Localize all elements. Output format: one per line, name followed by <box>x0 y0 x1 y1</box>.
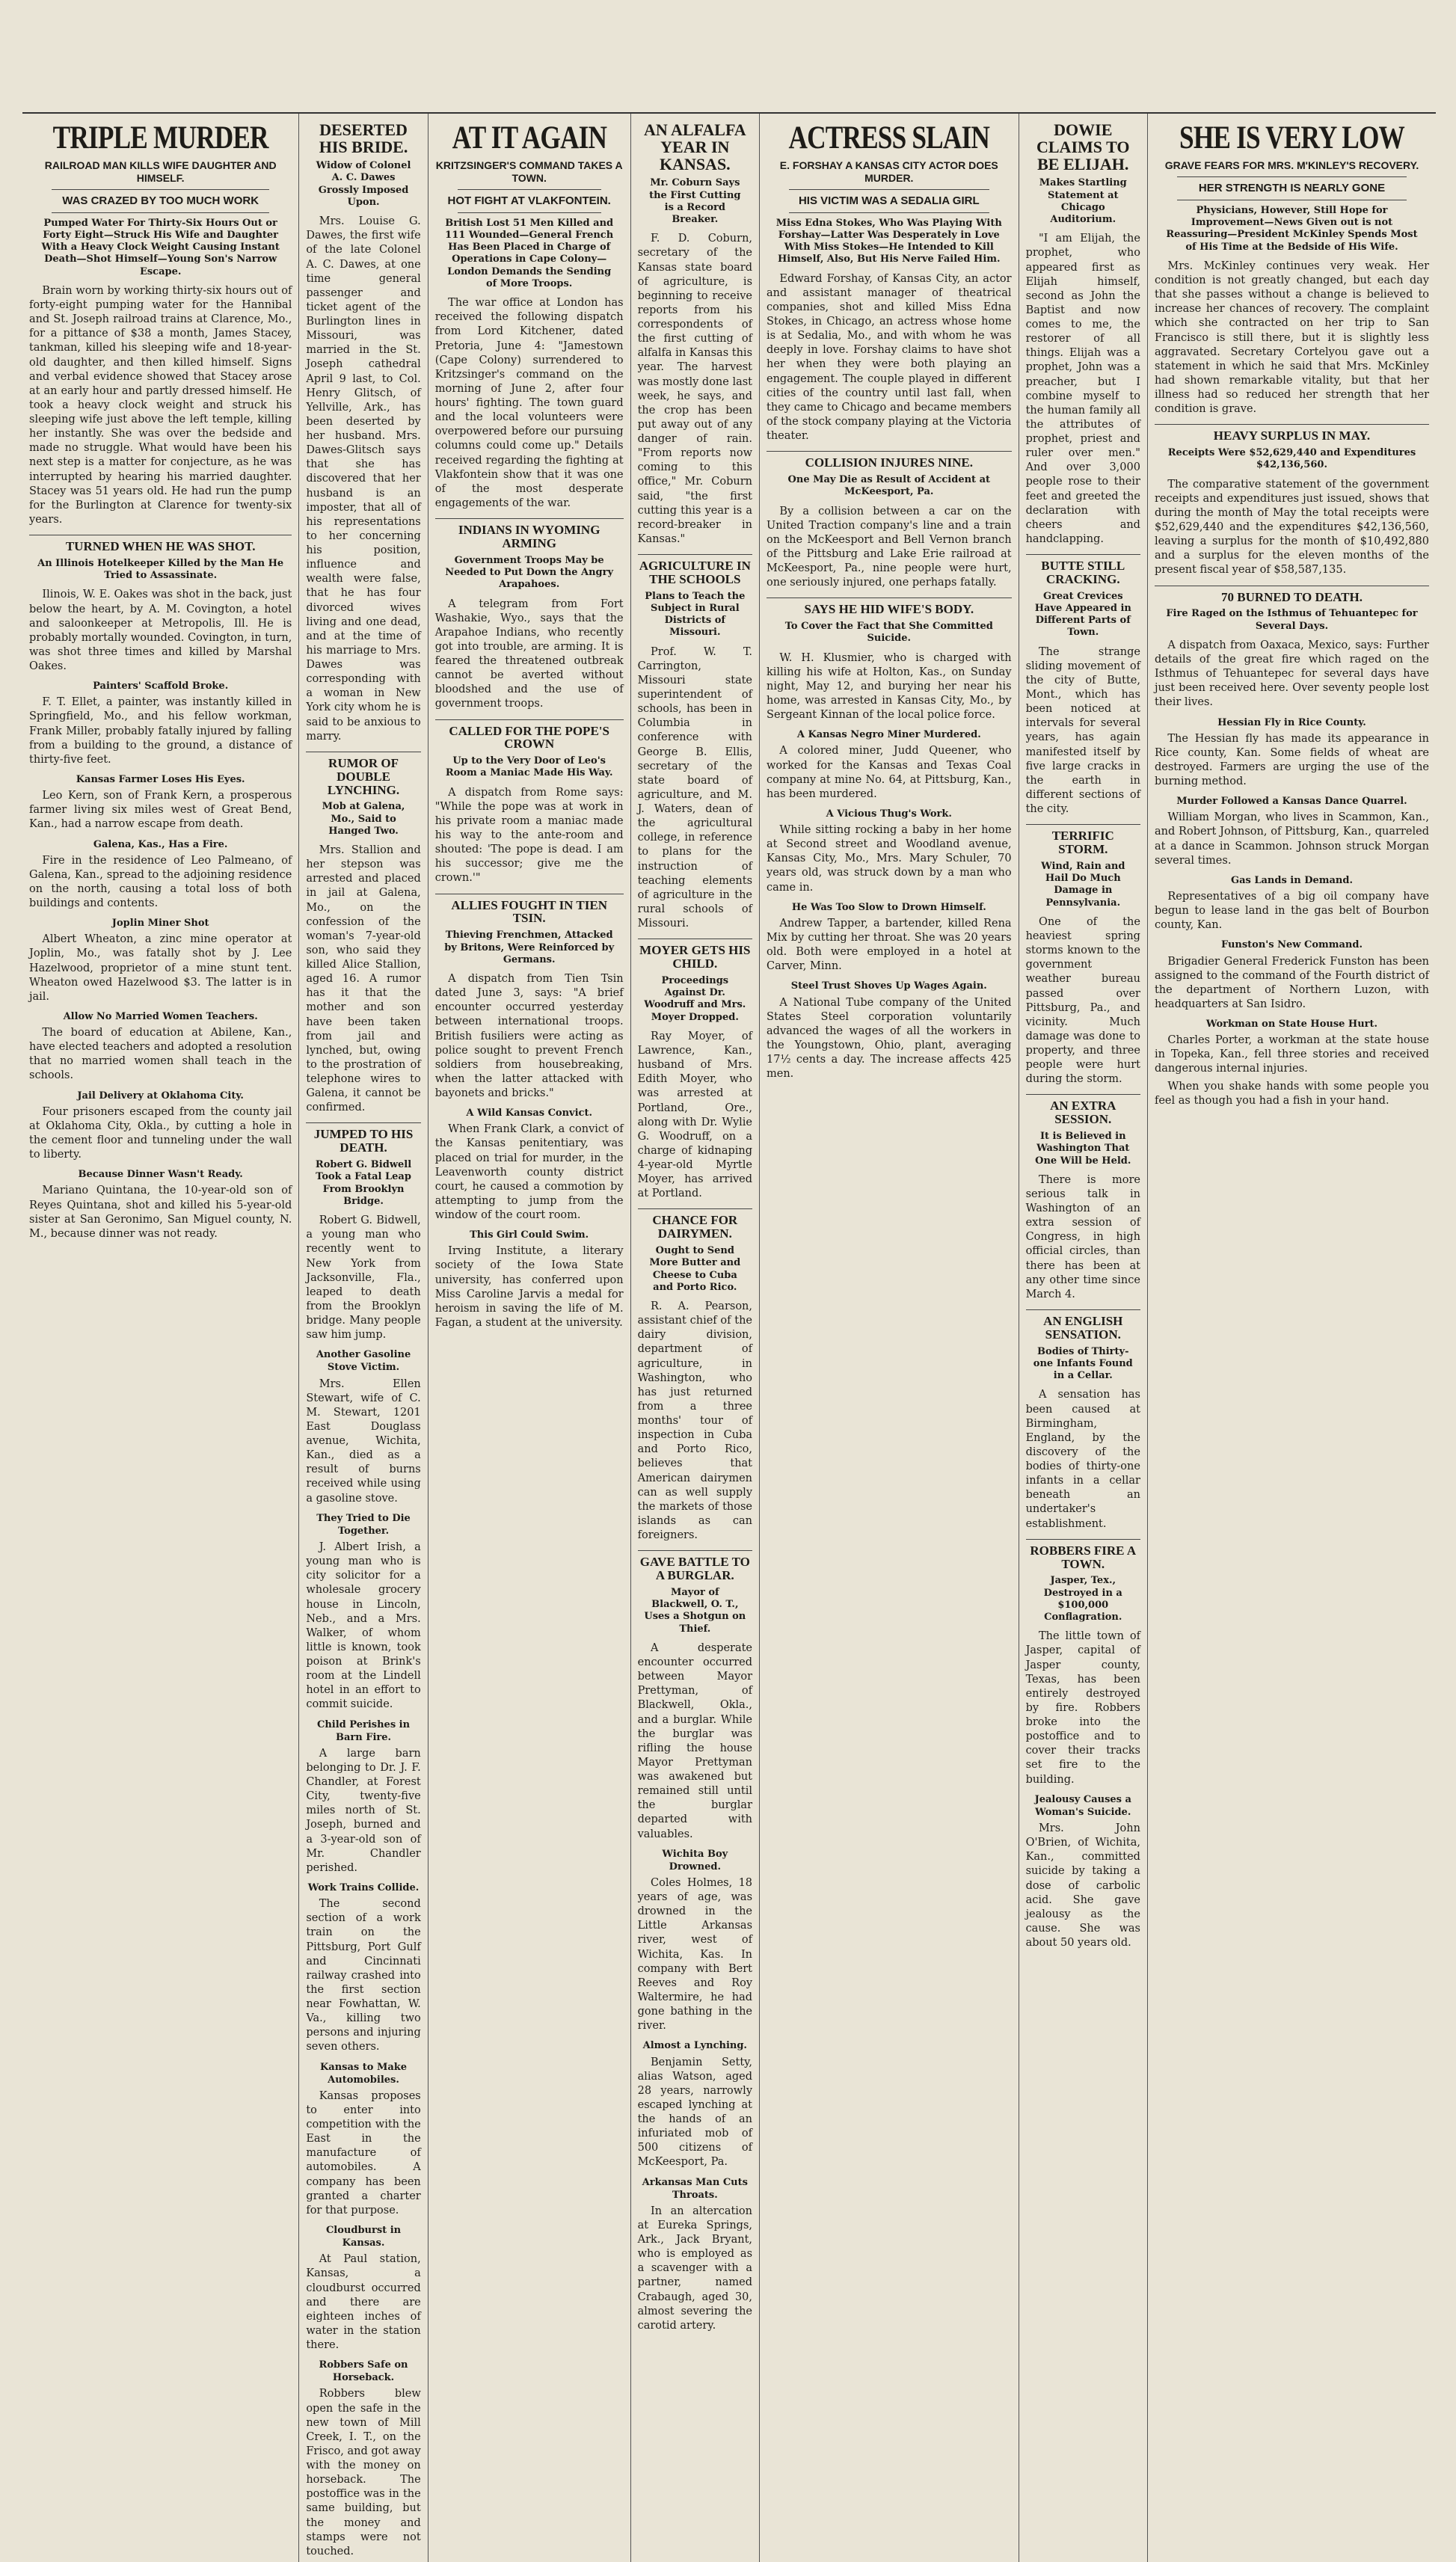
article <box>638 554 752 931</box>
article-body: Mrs. Ellen Stewart, wife of C. M. Stewart, 1201 East Douglass avenue, Wichita, Kan., died as a result of burns received while using a gasoline stove. <box>306 1377 421 1505</box>
deck-secondary: HIS VICTIM WAS A SEDALIA GIRL <box>798 194 980 207</box>
deck: KRITZSINGER'S COMMAND TAKES A TOWN. <box>435 159 623 184</box>
article-body: By a collision between a car on the United Traction company's line and a train on the McKeesport and Bell Vernon branch of the Pittsburg and Lake Erie railroad at McKeesport, Pa., nine people were hurt, one seriously injured, one perhaps fatally. <box>767 505 1012 589</box>
article <box>29 121 292 527</box>
article <box>767 901 1012 974</box>
article-body: Ray Moyer, of Lawrence, Kan., husband of Mrs. Edith Moyer, who was arrested at Portland, Ore., along with Dr. Wylie G. Woodruff, on a charge of kidnaping 4-year-old Myrtle Moyer, has arrived at Portland. <box>637 1030 753 1200</box>
article <box>1155 716 1429 790</box>
subdeck: Pumped Water For Thirty-Six Hours Out or Forty Eight—Struck His Wife and Daughter With a Heavy Clock Weight Causing Instant Death—Shot Himself—Young Son's Narrow Escape. <box>41 217 280 277</box>
article <box>1155 1018 1429 1077</box>
article-body: When Frank Clark, a convict of the Kansas penitentiary, was placed on trial for murder, in the Leavenworth county district court, he caused a commotion by attempting to jump from the window of the court room. <box>434 1123 624 1222</box>
headline: TERRIFIC STORM. <box>1026 824 1140 856</box>
stub-heading: Allow No Married Women Teachers. <box>63 1010 258 1022</box>
subdeck: Great Crevices Have Appeared in Different Parts of Town. <box>1034 590 1131 639</box>
divider <box>52 189 269 190</box>
article <box>638 121 752 547</box>
stub-heading: Funston's New Command. <box>1220 939 1363 951</box>
article <box>638 2039 752 2169</box>
article-body: Kansas proposes to enter into competition with the East in the manufacture of automobiles. A company has been granted a charter for that purpose. <box>306 2089 421 2217</box>
article <box>29 680 292 767</box>
article-body: Representatives of a big oil company have begun to lease land in the gas belt of Bourbon county, Kan. <box>1154 890 1429 932</box>
subdeck: Miss Edna Stokes, Who Was Playing With Forshay—Latter Was Desperately in Love With Miss Stokes—He Intended to Kill Himself, Also, But His Nerve Failed Him. <box>775 217 1002 265</box>
stub-heading: Gas Lands in Demand. <box>1230 874 1353 886</box>
subdeck: Jasper, Tex., Destroyed in a $100,000 Conflagration. <box>1043 1575 1122 1623</box>
article <box>435 1229 624 1330</box>
headline: RUMOR OF DOUBLE LYNCHING. <box>306 752 420 797</box>
article-body: William Morgan, who lives in Scammon, Kan., and Robert Johnson, of Pittsburg, Kan., quarreled at a dance in Scammon. Johnson struck Morgan several times. <box>1154 811 1429 867</box>
article-body: A dispatch from Rome says: "While the pope was at work in his private room a maniac made his way to the ante-room and shouted: 'The pope is dead. I am his successor; give me the crown.'" <box>434 786 624 885</box>
article-body: Mrs. Stallion and her stepson was arrested and placed in jail at Galena, Mo., on the confession of the woman's 7-year-old son, who said they killed Alice Stallion, aged 16. A rumor has it that the mother and son have been taken from jail and lynched, but, owing to the prostration of telephone wires to Galena, it cannot be confirmed. <box>306 844 421 1114</box>
article-body: The second section of a work train on the Pittsburg, Port Gulf and Cincinnati railway crashed into the first section near Fowhattan, W. Va., killing two persons and injuring seven others. <box>306 1898 421 2053</box>
stub-heading: Kansas to Make Automobiles. <box>320 2061 408 2086</box>
article-body: One of the heaviest spring storms known to the government weather bureau passed over Pittsburg, Pa., and vicinity. Much damage was done to property, and three people were hurt during the storm. <box>1025 915 1140 1086</box>
column-5 <box>760 114 1019 2562</box>
article <box>306 752 420 1116</box>
article-body: R. A. Pearson, assistant chief of the dairy division, department of agriculture, in Washington, who has just returned from a three months' tour of inspection in Cuba and Porto Rico, believes that American dairymen can as well supply the markets of those islands as can foreigners. <box>637 1300 753 1542</box>
article <box>1155 424 1429 577</box>
article <box>638 1208 752 1543</box>
stub-heading: Steel Trust Shoves Up Wages Again. <box>790 980 987 992</box>
subdeck: Ought to Send More Butter and Cheese to Cuba and Porto Rico. <box>649 1245 741 1293</box>
article-body: When you shake hands with some people you feel as though you had a fish in your hand. <box>1154 1080 1429 1107</box>
deck-secondary: HOT FIGHT AT VLAKFONTEIN. <box>447 194 611 207</box>
headline: COLLISION INJURES NINE. <box>767 451 1012 470</box>
article-body: Leo Kern, son of Frank Kern, a prosperous farmer living six miles west of Great Bend, Kan., had a narrow escape from death. <box>29 790 292 831</box>
article <box>1155 795 1429 868</box>
headline: ROBBERS FIRE A TOWN. <box>1026 1539 1140 1571</box>
headline: AN ENGLISH SENSATION. <box>1026 1309 1140 1342</box>
column-3 <box>428 114 631 2562</box>
headline: INDIANS IN WYOMING ARMING <box>435 518 624 550</box>
article-body: F. D. Coburn, secretary of the Kansas state board of agriculture, is beginning to receive reports from his correspondents of the first cutting of alfalfa in Kansas this year. The harvest was mostly done last week, he says, and the crop has been put away out of any danger of rain. "From reports now coming to this office," Mr. Coburn said, "the first cutting this year is a record-breaker in Kansas." <box>637 233 753 545</box>
article <box>767 808 1012 895</box>
column-2 <box>299 114 428 2562</box>
headline: CALLED FOR THE POPE'S CROWN <box>435 719 624 752</box>
headline: AT IT AGAIN <box>452 120 606 156</box>
stub-heading: A Kansas Negro Miner Murdered. <box>796 729 981 741</box>
article-body: The strange sliding movement of the city of Butte, Mont., which has been noticed at intervals for several years, has again manifested itself by five large cracks in the earth in different sections of the city. <box>1025 645 1140 816</box>
subdeck: Widow of Colonel A. C. Dawes Grossly Imposed Upon. <box>316 160 411 208</box>
article-body: There is more serious talk in Washington of an extra session of Congress, in high official circles, than there has been at any other time since March 4. <box>1025 1173 1140 1300</box>
article-body: Four prisoners escaped from the county jail at Oklahoma City, Okla., by cutting a hole in the cement floor and tunneling under the wall to liberty. <box>29 1105 292 1161</box>
deck-secondary: HER STRENGTH IS NEARLY GONE <box>1198 181 1386 194</box>
subdeck: Up to the Very Door of Leo's Room a Maniac Made His Way. <box>445 755 613 779</box>
article-body: A sensation has been caused at Birmingham, England, by the discovery of the bodies of thirty-one infants in a cellar beneath an undertaker's establishment. <box>1025 1389 1140 1530</box>
article <box>1155 939 1429 1012</box>
article <box>1026 824 1140 1087</box>
stub-heading: Robbers Safe on Horseback. <box>319 2359 408 2384</box>
article-body: Mariano Quintana, the 10-year-old son of Reyes Quintana, shot and killed his 5-year-old sister at San Geronimo, San Miguel county, N. M., because dinner was not ready. <box>29 1185 292 1240</box>
article <box>767 121 1012 443</box>
article <box>29 917 292 1004</box>
article <box>435 719 624 886</box>
stub-heading: Cloudburst in Kansas. <box>325 2224 402 2249</box>
divider <box>52 212 269 213</box>
stub-heading: Child Perishes in Barn Fire. <box>317 1718 411 1743</box>
article <box>29 773 292 832</box>
headline: SHE IS VERY LOW <box>1179 120 1404 156</box>
divider <box>458 189 601 190</box>
article <box>306 2224 420 2353</box>
subdeck: Wind, Rain and Hail Do Much Damage in Pennsylvania. <box>1041 860 1125 909</box>
stub-heading: He Was Too Slow to Drown Himself. <box>791 901 986 913</box>
article-body: A dispatch from Tien Tsin dated June 3, says: "A brief encounter occurred yesterday between international troops. British fusiliers were acting as police sought to prevent French soldiers from housebreaking, when the latter attacked with bayonets and bricks." <box>434 973 624 1100</box>
headline: AGRICULTURE IN THE SCHOOLS <box>638 554 752 586</box>
stub-heading: Because Dinner Wasn't Ready. <box>78 1169 243 1181</box>
deck: E. FORSHAY A KANSAS CITY ACTOR DOES MURDER. <box>779 159 998 184</box>
article-body: Edward Forshay, of Kansas City, an actor and assistant manager of theatrical companies, shot and killed Miss Edna Stokes, in Chicago, an actress whose home is at Sedalia, Mo., and with whom he was deeply in love. Forshay claims to have shot her when they were both playing an engagement. The couple played in different cities of the country until last fall, when they came to Chicago and became members of the stock company playing at the Victoria theater. <box>767 272 1012 443</box>
deck: RAILROAD MAN KILLS WIFE DAUGHTER AND HIMSELF. <box>44 159 277 184</box>
article-body: At Paul station, Kansas, a cloudburst occurred and there are eighteen inches of water in the station there. <box>306 2253 421 2351</box>
subdeck: British Lost 51 Men Killed and 111 Wounded—General French Has Been Placed in Charge of Operations in Cape Colony—London Demands the Sending of More Troops. <box>445 217 614 289</box>
stub-heading: Hessian Fly in Rice County. <box>1217 716 1366 728</box>
article-body: Irving Institute, a literary society of the Iowa State university, has conferred upon Miss Caroline Jarvis a medal for heroism in saving the life of M. Fagan, a student at the university. <box>434 1245 624 1329</box>
article-body: A dispatch from Oaxaca, Mexico, says: Further details of the great fire which raged on the Isthmus of Tehuantepec for several days have just been received here. Over seventy people lost their lives. <box>1154 639 1429 709</box>
subdeck: Physicians, However, Still Hope for Improvement—News Given out is not Reassuring—President McKinley Spends Most of His Time at the Bedside of His Wife. <box>1166 204 1418 253</box>
stub-heading: Kansas Farmer Loses His Eyes. <box>76 773 245 785</box>
article-body: The little town of Jasper, capital of Jasper county, Texas, has been entirely destroyed by fire. Robbers broke into the postoffice and to cover their tracks set fire to the building. <box>1025 1630 1140 1786</box>
stub-heading: Jail Delivery at Oklahoma City. <box>77 1090 244 1102</box>
stub-heading: Murder Followed a Kansas Dance Quarrel. <box>1176 796 1407 808</box>
headline: DESERTED HIS BRIDE. <box>319 120 408 157</box>
headline: 70 BURNED TO DEATH. <box>1155 586 1429 604</box>
article <box>1026 1309 1140 1532</box>
article <box>767 980 1012 1081</box>
article <box>29 838 292 912</box>
article <box>638 2176 752 2333</box>
stub-heading: A Vicious Thug's Work. <box>826 808 952 820</box>
headline: BUTTE STILL CRACKING. <box>1026 554 1140 586</box>
article-body: Robert G. Bidwell, a young man who recently went to New York from Jacksonville, Fla., leaped to death from the Brooklyn bridge. Many people saw him jump. <box>306 1214 421 1342</box>
article <box>1026 1793 1140 1950</box>
headline: ACTRESS SLAIN <box>788 120 990 156</box>
headline: GAVE BATTLE TO A BURGLAR. <box>638 1550 752 1582</box>
article <box>638 939 752 1201</box>
article <box>1155 874 1429 933</box>
subdeck: Thieving Frenchmen, Attacked by Britons, Were Reinforced by Germans. <box>444 930 615 965</box>
article <box>306 1718 420 1876</box>
article <box>1155 586 1429 710</box>
headline: AN ALFALFA YEAR IN KANSAS. <box>643 120 746 174</box>
headline: CHANCE FOR DAIRYMEN. <box>638 1208 752 1241</box>
column-6 <box>1019 114 1148 2562</box>
headline: ALLIES FOUGHT IN TIEN TSIN. <box>435 894 624 926</box>
subdeck: Bodies of Thirty-one Infants Found in a Cellar. <box>1033 1345 1133 1382</box>
article-body: Albert Wheaton, a zinc mine operator at Joplin, Mo., was fatally shot by J. Lee Hazelwood, proprietor of a mine stunt tent. Wheaton owed Hazelwood $3. The latter is in jail. <box>29 933 292 1003</box>
article-body: "I am Elijah, the prophet, who appeared first as Elijah himself, second as John the Baptist and now comes to me, the restorer of all things. Elijah was a prophet, John was a preacher, but I combine myself to the human family all the attributes of prophet, priest and ruler over men." And over 3,000 people rose to their feet and greeted the declaration with cheers and handclapping. <box>1025 233 1140 545</box>
article-body: Charles Porter, a workman at the state house in Topeka, Kan., fell three stories and received dangerous internal injuries. <box>1154 1034 1429 1075</box>
article-body: F. T. Ellet, a painter, was instantly killed in Springfield, Mo., and his fellow workman, Frank Miller, probably fatally injured by falling from a building to the ground, a distance of thirty-five feet. <box>29 696 292 766</box>
article-body: Andrew Tapper, a bartender, killed Rena Mix by cutting her throat. She was 20 years old. Both were employed in a hotel at Carver, Minn. <box>767 917 1012 973</box>
article-body: Coles Holmes, 18 years of age, was drowned in the Little Arkansas river, west of Wichita, Kas. In company with Bert Reeves and Roy Waltermire, he had gone bathing in the river. <box>637 1876 753 2033</box>
article-body: Robbers blew open the safe in the new town of Mill Creek, I. T., on the Frisco, and got away with the money on horseback. The postoffice was in the same building, but the money and stamps were not touched. <box>306 2388 421 2558</box>
article <box>1026 1539 1140 1787</box>
subdeck: Mob at Galena, Mo., Said to Hanged Two. <box>322 801 405 837</box>
subdeck: Proceedings Against Dr. Woodruff and Mrs. Moyer Dropped. <box>644 974 746 1023</box>
stub-heading: They Tried to Die Together. <box>316 1512 411 1537</box>
deck: GRAVE FEARS FOR MRS. M'KINLEY'S RECOVERY. <box>1164 159 1419 172</box>
headline: JUMPED TO HIS DEATH. <box>306 1122 420 1155</box>
subdeck: Mayor of Blackwell, O. T., Uses a Shotgun on Thief. <box>644 1586 746 1635</box>
subdeck: Plans to Teach the Subject in Rural Districts of Missouri. <box>645 590 746 639</box>
article-body: Fire in the residence of Leo Palmeano, of Galena, Kan., spread to the adjoining residence on the north, causing a total loss of both buildings and contents. <box>29 854 292 910</box>
stub-heading: This Girl Could Swim. <box>470 1229 589 1241</box>
article <box>306 2359 420 2559</box>
stub-heading: Workman on State House Hurt. <box>1205 1019 1378 1030</box>
headline: AN EXTRA SESSION. <box>1026 1094 1140 1126</box>
subdeck: Receipts Were $52,629,440 and Expenditures $42,136,560. <box>1167 447 1416 471</box>
subdeck: Government Troops May be Needed to Put Down the Angry Arapahoes. <box>445 554 614 591</box>
article <box>306 1348 420 1505</box>
headline: SAYS HE HID WIFE'S BODY. <box>767 598 1012 616</box>
stub-heading: Joplin Miner Shot <box>111 918 209 930</box>
article <box>638 1848 752 2034</box>
stub-heading: A Wild Kansas Convict. <box>466 1108 592 1119</box>
article <box>767 451 1012 590</box>
article-body: A National Tube company of the United States Steel corporation voluntarily advanced the wages of all the workers in the Youngstown, Ohio, plant, averaging 17½ cents a day. The increase affects 425 men. <box>767 996 1012 1081</box>
article-body: The comparative statement of the government receipts and expenditures just issued, shows that during the month of May the total receipts were $52,629,440 and the expenditures $42,136,560, leaving a surplus for the month of $10,492,880 and a surplus for the eleven months of the present fiscal year of $58,587,135. <box>1154 478 1429 577</box>
article-body: Mrs. John O'Brien, of Wichita, Kan., committed suicide by taking a dose of carbolic acid. She gave jealousy as the cause. She was about 50 years old. <box>1025 1822 1140 1950</box>
article-body: The war office at London has received the following dispatch from Lord Kitchener, dated Pretoria, June 4: "Jamestown (Cape Colony) surrendered to Kritzsinger's command on the morning of June 2, after four hours' fighting. The town guard and the local volunteers were overpowered before our pursuing columns could come up." Details received regarding the fighting at Vlakfontein show that it was one of the most desperate engagements of the war. <box>434 297 624 509</box>
article-body: J. Albert Irish, a young man who is city solicitor for a wholesale grocery house in Lincoln, Neb., and a Mrs. Walker, of whom little is known, took poison at Brink's room at the Lindell hotel in an effort to commit suicide. <box>306 1541 421 1711</box>
article <box>1026 121 1140 547</box>
article <box>1155 121 1429 417</box>
divider <box>1177 176 1407 177</box>
article <box>1026 1094 1140 1302</box>
article <box>638 1550 752 1841</box>
headline: HEAVY SURPLUS IN MAY. <box>1155 424 1429 443</box>
article-body: The Hessian fly has made its appearance in Rice county, Kan. Some fields of wheat are destroyed. Farmers are urging the use of the burning method. <box>1154 732 1429 788</box>
article <box>306 2061 420 2218</box>
stub-heading: Work Trains Collide. <box>307 1881 420 1893</box>
stub-heading: Another Gasoline Stove Victim. <box>316 1349 411 1374</box>
article <box>1026 554 1140 817</box>
article <box>306 121 420 744</box>
article <box>435 518 624 711</box>
subdeck: One May Die as Result of Accident at McKeesport, Pa. <box>787 474 991 498</box>
deck-secondary: WAS CRAZED BY TOO MUCH WORK <box>62 194 259 207</box>
article <box>29 535 292 674</box>
headline: TURNED WHEN HE WAS SHOT. <box>29 535 292 553</box>
stub-heading: Almost a Lynching. <box>642 2040 747 2052</box>
article-body: A large barn belonging to Dr. J. F. Chandler, at Forest City, twenty-five miles north of St. Joseph, burned and a 3-year-old son of Mr. Chandler perished. <box>306 1747 421 1874</box>
column-4 <box>631 114 760 2562</box>
stub-heading: Painters' Scaffold Broke. <box>93 681 229 692</box>
article-body: While sitting rocking a baby in her home at Second street and Woodland avenue, Kansas City, Mo., Mrs. Mary Schuler, 70 years old, was struck down by a man who came in. <box>767 824 1012 894</box>
stub-heading: Arkansas Man Cuts Throats. <box>642 2176 748 2201</box>
subdeck: To Cover the Fact that She Committed Suicide. <box>784 621 993 645</box>
article-body: A desperate encounter occurred between Mayor Prettyman, of Blackwell, Okla., and a burglar. While the burglar was rifling the house Mayor Prettyman was awakened but remained still until the burglar departed with valuables. <box>637 1641 753 1840</box>
article <box>29 1168 292 1241</box>
article-body: Mrs. McKinley continues very weak. Her condition is not greatly changed, but each day that she passes without a change is believed to increase her chances of recovery. The complaint which she contracted on her trip to San Francisco is still there, but it is slightly less aggravated. Secretary Cortelyou gave out a statement in which he said that Mrs. McKinley had shown remarkable vitality, but that her illness had so reduced her strength that her condition is grave. <box>1154 259 1429 416</box>
article-body: Prof. W. T. Carrington, Missouri state superintendent of schools, has been in Columbia in conference with George B. Ellis, secretary of the state board of agriculture, and M. J. Waters, dean of the agricultural college, in reference to plans for the instruction of teaching elements of agriculture in the rural schools of Missouri. <box>637 645 753 930</box>
stub-heading: Wichita Boy Drowned. <box>662 1848 728 1873</box>
headline: TRIPLE MURDER <box>52 120 268 156</box>
article-body: Brigadier General Frederick Funston has been assigned to the command of the Fourth district of the department of Northern Luzon, with headquarters at San Isidro. <box>1154 955 1429 1010</box>
article-body: Brain worn by working thirty-six hours out of forty-eight pumping water for the Hannibal and St. Joseph railroad trains at Clarence, Mo., for a pittance of $38 a month, James Stacey, tankman, killed his sleeping wife and 18-year-old daughter, and then killed himself. Signs and verbal evidence showed that Stacey arose at an early hour and partly dressed himself. He took a heavy clock weight and struck his sleeping wife just above the left temple, killing her instantly. She was over the bedside and made no struggle. What would have been his next step is a matter for conjecture, as he was interrupted by hearing his married daughter. Stacey was 51 years old. He had run the pump for the Burlington at Clarence for twenty-six years. <box>29 284 292 526</box>
divider <box>789 212 989 213</box>
article <box>1155 1080 1429 1108</box>
headline: MOYER GETS HIS CHILD. <box>638 939 752 971</box>
article <box>767 728 1012 802</box>
headline: DOWIE CLAIMS TO BE ELIJAH. <box>1036 120 1130 174</box>
subdeck: Makes Startling Statement at Chicago Auditorium. <box>1039 177 1127 226</box>
article-body: W. H. Klusmier, who is charged with killing his wife at Holton, Kas., on Sunday night, May 12, and burying her near his home, was arrested in Kansas City, Mo., by Sergeant Kinnan of the local police force. <box>767 651 1012 722</box>
article <box>29 1090 292 1163</box>
article-body: Benjamin Setty, alias Watson, aged 28 years, narrowly escaped lynching at the hands of an infuriated mob of 500 citizens of McKeesport, Pa. <box>637 2056 753 2169</box>
article-body: A colored miner, Judd Queener, who worked for the Kansas and Texas Coal company at mine No. 64, at Pittsburg, Kan., has been murdered. <box>767 745 1012 800</box>
article <box>306 1881 420 2055</box>
article <box>435 121 624 511</box>
subdeck: Mr. Coburn Says the First Cutting is a Record Breaker. <box>649 177 741 226</box>
column-1 <box>22 114 299 2562</box>
article <box>767 598 1012 722</box>
article-body: The board of education at Abilene, Kan., have elected teachers and adopted a resolution that no married women shall teach in the schools. <box>29 1027 292 1082</box>
article <box>435 1107 624 1223</box>
newspaper-page <box>22 112 1436 2558</box>
divider <box>789 189 989 190</box>
article-body: Mrs. Louise G. Dawes, the first wife of the late Colonel A. C. Dawes, at one time general passenger and ticket agent of the Burlington lines in Missouri, was married in the St. Joseph cathedral April 9 last, to Col. Henry Glitsch, of Yellville, Ark., has been deserted by her husband. Mrs. Dawes-Glitsch says that she has discovered that her husband is an imposter, that all of his representations to her concerning his position, influence and wealth were false, that he has four divorced wives living and one dead, and at the time of his marriage to Mrs. Dawes was corresponding with a woman in New York city whom he is said to be anxious to marry. <box>306 215 421 743</box>
column-7 <box>1148 114 1436 2562</box>
article <box>306 1122 420 1342</box>
stub-heading: Galena, Kas., Has a Fire. <box>93 838 228 850</box>
stub-heading: Jealousy Causes a Woman's Suicide. <box>1034 1793 1131 1818</box>
article <box>29 1010 292 1084</box>
subdeck: Robert G. Bidwell Took a Fatal Leap From Brooklyn Bridge. <box>315 1159 412 1207</box>
article-body: A telegram from Fort Washakie, Wyo., says that the Arapahoe Indians, who recently got into trouble, are arming. It is feared the threatened outbreak cannot be averted without bloodshed and the use of government troops. <box>434 598 624 710</box>
subdeck: Fire Raged on the Isthmus of Tehuantepec for Several Days. <box>1166 608 1418 632</box>
article-body: In an altercation at Eureka Springs, Ark., Jack Bryant, who is employed as a scavenger with a partner, named Crabaugh, aged 30, almost severing the carotid artery. <box>637 2205 753 2332</box>
article <box>435 894 624 1102</box>
article-body: Ilinois, W. E. Oakes was shot in the back, just below the heart, by A. M. Covington, a hotel and saloonkeeper at Metropolis, Ill. He is probably mortally wounded. Covington, in turn, was shot three times and killed by Marshal Oakes. <box>29 589 292 673</box>
subdeck: It is Believed in Washington That One Will be Held. <box>1035 1131 1131 1167</box>
divider <box>458 212 601 213</box>
article <box>306 1512 420 1712</box>
subdeck: An Illinois Hotelkeeper Killed by the Man He Tried to Assassinate. <box>37 557 284 582</box>
